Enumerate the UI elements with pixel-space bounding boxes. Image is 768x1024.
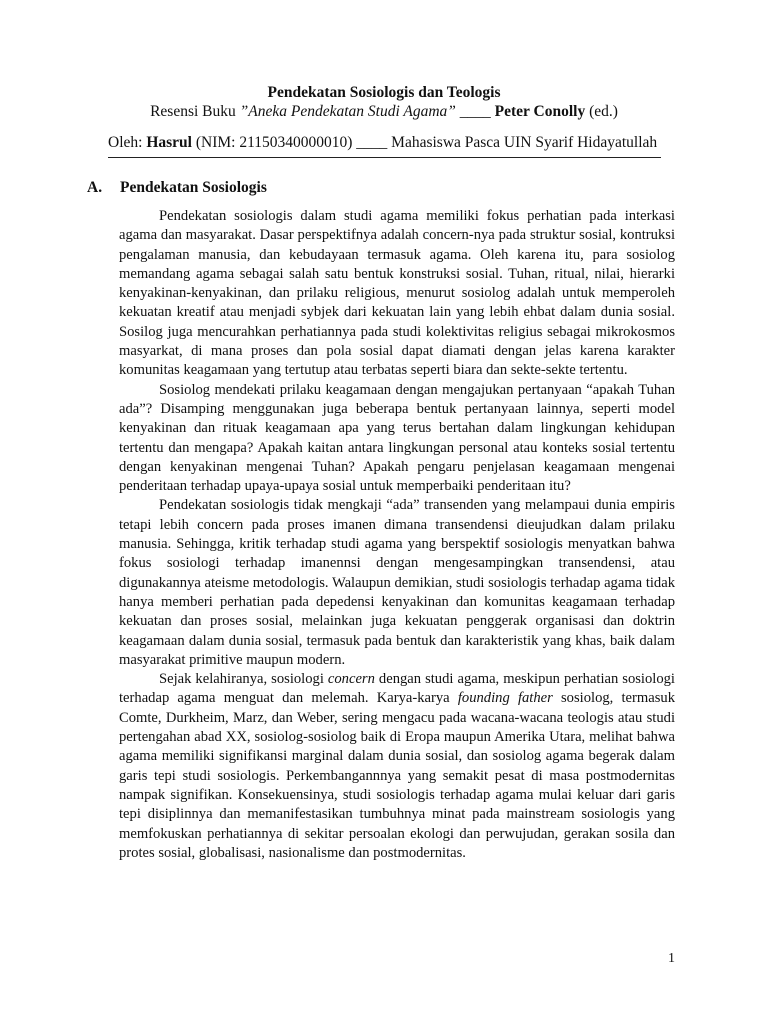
page-title: Pendekatan Sosiologis dan Teologis [267,84,501,101]
paragraph-4-part-a: Sejak kelahiranya, sosiologi [159,671,328,688]
body-text [119,207,675,863]
author-label: Oleh: [108,134,147,151]
subtitle-suffix: (ed.) [585,103,618,120]
editor-name: Peter Conolly [494,103,586,120]
paragraph-4-part-b: dengan studi agama, meskipun perhatian sosiologi terhadap agama menguat dan melemah. Karya-karya [119,671,675,707]
paragraph-4-part-c: sosiolog, termasuk Comte, Durkheim, Marz, dan Weber, sering mengacu pada wacana-wacana teologis atau studi pertengahan abad XX, sosiolog-sosiolog baik di Eropa maupun Amerika Utara, melihat bahwa agama memiliki signifikansi marginal dalam dunia sosial, dan sosiolog agama begerak dalam garis tepi studi sosiologis. Perkembangannnya yang semakit pesat di masa postmodernitas nampak signifikan. Konsekuensinya, studi sosiologis terhadap agama mulai keluar dari garis tepi disiplinnya dan memanifestasikan tumbuhnya minat pada mainstream sosiologis yang memfokuskan perhatiannya di sekitar persoalan ekologi dan perwujudan, gerakan sosila dan protes sosial, globalisasi, nasionalisme dan postmodernitas. [119,690,675,861]
paragraph-4 [119,670,675,863]
term-founding-father: founding father [457,690,553,707]
author-name: Hasrul [146,134,192,151]
book-title: ”Aneka Pendekatan Studi Agama” [239,103,456,120]
section-heading [87,178,267,198]
paragraph-3: Pendekatan sosiologis tidak mengkaji “ada” transenden yang melampaui dunia empiris tetapi lebih concern pada proses imanen dimana transendensi dieujudkan dalam prilaku manusia. Sehingga, kritik terhadap studi agama yang berspektif sosiologis menyatkan bahwa fokus sosiologi terhadap imanennsi dengan mengesampingkan transendensi, atau digunakannya ateisme metodologis. Walaupun demikian, studi sosiologis terhadap agama tidak hanya memberi perhatian pada depedensi kenyakinan dan komunitas keagamaan terhadap kekuatan dan proses sosial, melainkan juga kekuatan penggerak organisasi dan doktrin keagamaan dalam dunia sosial, termasuk pada bentuk dan karakteristik yang khas, baik dalam masyarakat primitive maupun modern. [119,497,675,668]
header-divider [108,157,661,158]
paragraph-2: Sosiolog mendekati prilaku keagamaan dengan mengajukan pertanyaan “apakah Tuhan ada”? Disamping menggunakan juga beberapa bentuk pertanyaan lainnya, seperti model kenyakinan dan rituak keagamaan apa yang terus bertahan dalam lingkungan kehidupan tertentu dan mengapa? Apakah kaitan antara lingkungan personal atau konteks sosial tertentu dengan kenyakinan mengenai Tuhan? Apakah pengaru penjelasan keagamaan mengenai penderitaan terhadap upaya-upaya sosial untuk memperbaiki penderitaan itu? [119,381,675,495]
page-number: 1 [668,951,675,966]
section-number: A. [87,179,103,196]
paragraph-1: Pendekatan sosiologis dalam studi agama memiliki fokus perhatian pada interkasi agama dan masyarakat. Dasar perspektifnya adalah concern-nya pada struktur sosial, kontruksi pengalaman manusia, dan kebudayaan termasuk agama. Oleh karena itu, para sosiolog memandang agama sebagai salah satu bentuk konstruksi sosial. Tuhan, ritual, nilai, hierarki kenyakinan-kenyakinan, dan prilaku religious, menurut sosiolog adalah untuk memperoleh kekuatan kreatif atau menjadi sybjek dari kekuatan lain yang lebih ehbat dalam dunia sosial. Sosilog juga mencurahkan perhatiannya pada studi kolektivitas religius sebagai mikrokosmos masyarkat, di mana proses dan pola sosial dapat diamati dengan jelas karena karakter komunitas keagamaan yang tertutup atau terbatas seperti biara dan sekte-sekte tertentu. [119,208,675,379]
author-details: (NIM: 21150340000010) ____ Mahasiswa Pasca UIN Syarif Hidayatullah [191,134,658,151]
author-line [108,133,661,153]
section-title: Pendekatan Sosiologis [120,179,267,196]
subtitle-separator: ____ [455,103,495,120]
subtitle-prefix: Resensi Buku [150,103,240,120]
term-concern: concern [327,671,375,688]
subtitle-line [0,102,768,122]
